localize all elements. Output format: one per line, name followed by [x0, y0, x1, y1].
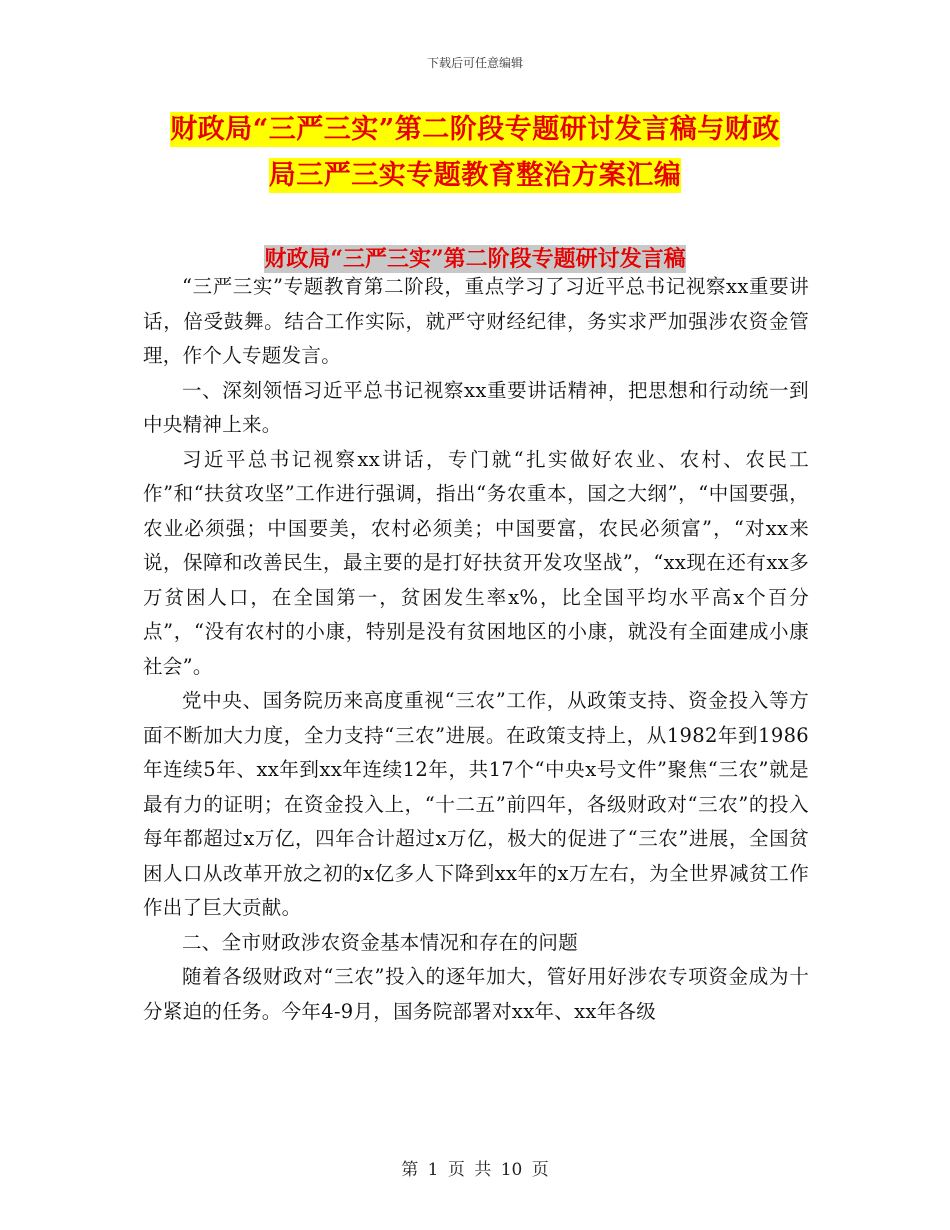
- section-heading-text: 财政局“三严三实”第二阶段专题研讨发言稿: [264, 246, 686, 272]
- paragraph: 二、全市财政涉农资金基本情况和存在的问题: [182, 930, 579, 954]
- paragraph: 党中央、国务院历来高度重视“三农”工作，从政策支持、资金投入等方面不断加大力度，全力支持“三农”进展。在政策支持上，从1982年到1986年连续5年、xx年到xx年连续12年，共17个“中央x号文件”聚焦“三农”就是最有力的证明；在资金投入上，“十二五”前四年，各级财政对“三农”的投入每年都超过x万亿，四年合计超过x万亿，极大的促进了“三农”进展，全国贫困人口从改革开放之初的x亿多人下降到xx年的x万左右，为全世界减贫工作作出了巨大贡献。: [143, 689, 809, 919]
- page-header-note: 下载后可任意编辑: [426, 56, 523, 70]
- paragraph: 随着各级财政对“三农”投入的逐年加大，管好用好涉农专项资金成为十分紧迫的任务。今年4-9月，国务院部署对xx年、xx年各级: [143, 965, 809, 1023]
- document-title-line-1-text: 财政局“三严三实”第二阶段专题研讨发言稿与财政: [170, 114, 780, 145]
- document-title-line-2-text: 局三严三实专题教育整治方案汇编: [268, 160, 682, 191]
- paragraph: 一、深刻领悟习近平总书记视察xx重要讲话精神，把思想和行动统一到中央精神上来。: [143, 378, 809, 436]
- paragraph: “三严三实”专题教育第二阶段，重点学习了习近平总书记视察xx重要讲话，倍受鼓舞。结合工作实际，就严守财经纪律，务实求严加强涉农资金管理，作个人专题发言。: [143, 275, 809, 367]
- paragraph: 习近平总书记视察xx讲话，专门就“扎实做好农业、农村、农民工作”和“扶贫攻坚”工作进行强调，指出“务农重本，国之大纲”，“中国要强，农业必须强；中国要美，农村必须美；中国要富，农民必须富”，“对xx来说，保障和改善民生，最主要的是打好扶贫开发攻坚战”，“xx现在还有xx多万贫困人口，在全国第一，贫困发生率x%，比全国平均水平高x个百分点”，“没有农村的小康，特别是没有贫困地区的小康，就没有全面建成小康社会”。: [143, 447, 809, 678]
- document-body: [143, 270, 809, 1029]
- document-title-line-1: [0, 112, 950, 148]
- page-number-footer: 第 1 页 共 10 页: [401, 1160, 549, 1180]
- document-title-line-2: [0, 158, 950, 194]
